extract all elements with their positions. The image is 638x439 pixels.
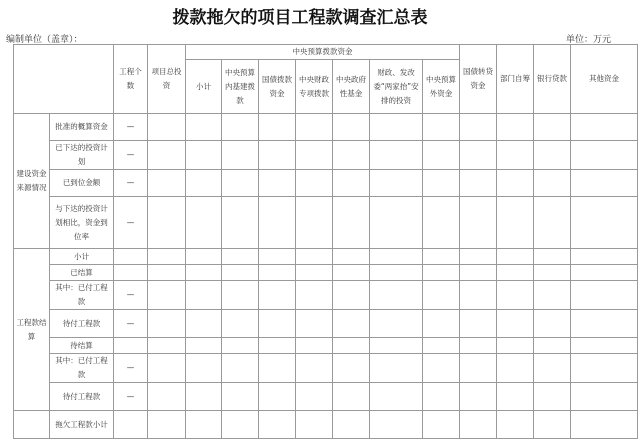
row-label: 待付工程款 xyxy=(50,383,114,411)
table-row xyxy=(14,383,638,411)
row-label: 待结算 xyxy=(50,338,114,354)
table-row xyxy=(14,354,638,383)
row-count xyxy=(114,338,148,354)
header-other: 其他资金 xyxy=(571,45,638,114)
table-row xyxy=(14,114,638,141)
row-label: 已下达的投资计划 xyxy=(50,141,114,170)
table-row xyxy=(14,197,638,249)
header-fiscal-ndrc: 财政、发改委“两家抬”安排的投资 xyxy=(370,60,423,114)
table-row xyxy=(14,141,638,170)
row-label: 批准的概算资金 xyxy=(50,114,114,141)
page-title: 拨款拖欠的项目工程款调查汇总表 xyxy=(172,8,428,28)
row-label: 小计 xyxy=(50,249,114,265)
table-row xyxy=(14,170,638,197)
row-label: 已到位金额 xyxy=(50,170,114,197)
header-subtotal: 小计 xyxy=(186,60,222,114)
row-count: — xyxy=(114,281,148,310)
header-central-fiscal: 中央财政专项拨款 xyxy=(296,60,333,114)
row-label: 其中：已付工程款 xyxy=(50,354,114,383)
row-count: — xyxy=(114,170,148,197)
row-count: — xyxy=(114,197,148,249)
header-treasury-bond: 国债拨款资金 xyxy=(259,60,296,114)
row-count xyxy=(114,249,148,265)
table-row xyxy=(14,265,638,281)
row-count: — xyxy=(114,114,148,141)
row-label: 已结算 xyxy=(50,265,114,281)
table-row xyxy=(14,249,638,265)
row-label: 拖欠工程款小计 xyxy=(50,411,114,439)
row-count: — xyxy=(114,310,148,338)
header-self-raised: 部门自筹 xyxy=(497,45,534,114)
row-label: 其中：已付工程款 xyxy=(50,281,114,310)
row-count: — xyxy=(114,141,148,170)
header-total-investment: 项目总投资 xyxy=(148,45,186,114)
header-central-group: 中央预算拨款资金 xyxy=(186,45,460,60)
header-project-count: 工程个数 xyxy=(114,45,148,114)
currency-unit-label: 单位：万元 xyxy=(566,35,612,45)
header-bond-loan: 国债转贷资金 xyxy=(460,45,497,114)
header-central-infra: 中央预算内基建拨款 xyxy=(222,60,259,114)
header-central-gov-fund: 中央政府性基金 xyxy=(333,60,370,114)
table-row xyxy=(14,281,638,310)
header-bank-loan: 银行贷款 xyxy=(534,45,571,114)
section-label-settlement: 工程款结算 xyxy=(14,249,50,411)
table-row xyxy=(14,310,638,338)
row-count: — xyxy=(114,354,148,383)
section-label-arrears xyxy=(14,411,50,439)
row-count xyxy=(114,411,148,439)
header-corner-cell xyxy=(14,45,114,114)
section-label-funding: 建设资金来源情况 xyxy=(14,114,50,249)
table-row xyxy=(14,338,638,354)
compiling-unit-label: 编制单位（盖章）： xyxy=(6,35,83,45)
summary-table xyxy=(13,44,638,439)
table-row xyxy=(14,411,638,439)
row-count: — xyxy=(114,383,148,411)
row-count xyxy=(114,265,148,281)
row-label: 待付工程款 xyxy=(50,310,114,338)
header-central-outside: 中央预算外资金 xyxy=(423,60,460,114)
row-label: 与下达的投资计划相比，资金到位率 xyxy=(50,197,114,249)
